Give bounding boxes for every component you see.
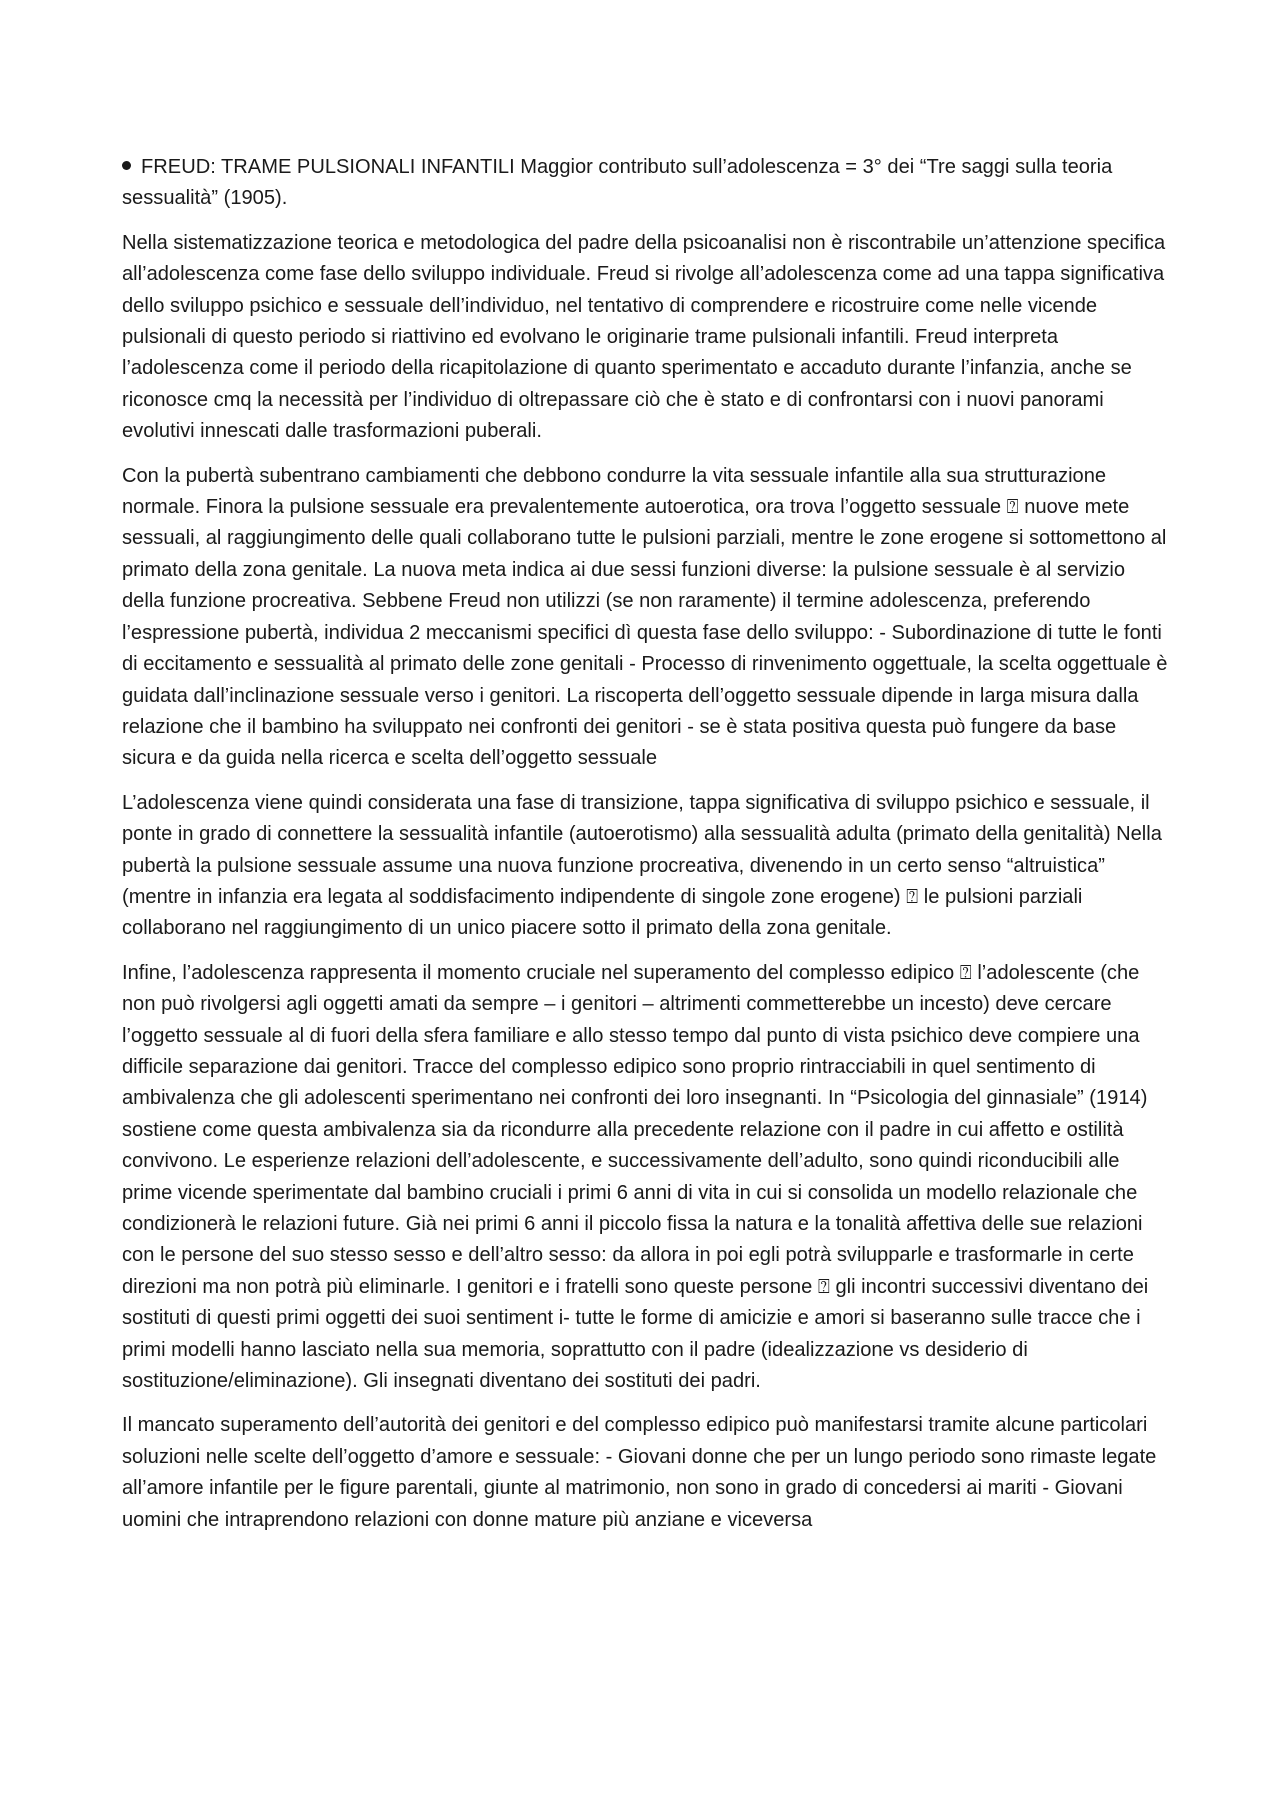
paragraph: Con la pubertà subentrano cambiamenti che debbono condurre la vita sessuale infantile alla sua strutturazione normale. Finora la pulsione sessuale era prevalentemente autoerotica, ora trova l’oggetto sessuale ⍰ nuove mete sessuali, al raggiungimento delle quali collaborano tutte le pulsioni parziali, mentre le zone erogene si sottomettono al primato della zona genitale. La nuova meta indica ai due sessi funzioni diverse: la pulsione sessuale è al servizio della funzione procreativa. Sebbene Freud non utilizzi (se non raramente) il termine adolescenza, preferendo l’espressione pubertà, individua 2 meccanismi specifici dì questa fase dello sviluppo: - Subordinazione di tutte le fonti di eccitamento e sessualità al primato delle zone genitali - Processo di rinvenimento oggettuale, la scelta oggettuale è guidata dall’inclinazione sessuale verso i genitori. La riscoperta dell’oggetto sessuale dipende in larga misura dalla relazione che il bambino ha sviluppato nei confronti dei genitori - se è stata positiva questa può fungere da base sicura e da guida nella ricerca e scelta dell’oggetto sessuale <box>122 464 1168 770</box>
paragraph: Infine, l’adolescenza rappresenta il momento cruciale nel superamento del complesso edipico ⍰ l’adolescente (che non può rivolgersi agli oggetti amati da sempre – i genitori – altrimenti commetterebbe un incesto) deve cercare l’oggetto sessuale al di fuori della sfera familiare e allo stesso tempo dal punto di vista psichico deve compiere una difficile separazione dai genitori. Tracce del complesso edipico sono proprio rintracciabili in quel sentimento di ambivalenza che gli adolescenti sperimentano nei confronti dei loro insegnanti. In “Psicologia del ginnasiale” (1914) sostiene come questa ambivalenza sia da ricondurre alla precedente relazione con il padre in cui affetto e ostilità convivono. Le esperienze relazioni dell’adolescente, e successivamente dell’adulto, sono quindi riconducibili alle prime vicende sperimentate dal bambino cruciali i primi 6 anni di vita in cui si consolida un modello relazionale che condizionerà le relazioni future. Già nei primi 6 anni il piccolo fissa la natura e la tonalità affettiva delle sue relazioni con le persone del suo stesso sesso e dell’altro sesso: da allora in poi egli potrà svilupparle e trasformarle in certe direzioni ma non potrà più eliminarle. I genitori e i fratelli sono queste persone ⍰ gli incontri successivi diventano dei sostituti di questi primi oggetti dei suoi sentiment i- tutte le forme di amicizie e amori si baseranno sulle tracce che i primi modelli hanno lasciato nella sua memoria, soprattutto con il padre (idealizzazione vs desiderio di sostituzione/eliminazione). Gli insegnati diventano dei sostituti dei padri. <box>122 961 1149 1393</box>
heading-paragraph <box>122 152 1172 215</box>
paragraph-text: FREUD: TRAME PULSIONALI INFANTILI Maggior contributo sull’adolescenza = 3° dei “Tre saggi sulla teoria sessualità” (1905). <box>122 156 1113 210</box>
paragraph: L’adolescenza viene quindi considerata una fase di transizione, tappa significativa di sviluppo psichico e sessuale, il ponte in grado di connettere la sessualità infantile (autoerotismo) alla sessualità adulta (primato della genitalità) Nella pubertà la pulsione sessuale assume una nuova funzione procreativa, divenendo in un certo senso “altruistica” (mentre in infanzia era legata al soddisfacimento indipendente di singole zone erogene) ⍰ le pulsioni parziali collaborano nel raggiungimento di un unico piacere sotto il primato della zona genitale. <box>122 791 1162 940</box>
document-page <box>122 152 1172 1549</box>
bullet-icon <box>122 152 141 183</box>
paragraph: Nella sistematizzazione teorica e metodologica del padre della psicoanalisi non è riscontrabile un’attenzione specifica all’adolescenza come fase dello sviluppo individuale. Freud si rivolge all’adolescenza come ad una tappa significativa dello sviluppo psichico e sessuale dell’individuo, nel tentativo di comprendere e ricostruire come nelle vicende pulsionali di questo periodo si riattivino ed evolvano le originarie trame pulsionali infantili. Freud interpreta l’adolescenza come il periodo della ricapitolazione di quanto sperimentato e accaduto durante l’infanzia, anche se riconosce cmq la necessità per l’individuo di oltrepassare ciò che è stato e di confrontarsi con i nuovi panorami evolutivi innescati dalle trasformazioni puberali. <box>122 231 1166 443</box>
paragraph: Il mancato superamento dell’autorità dei genitori e del complesso edipico può manifestarsi tramite alcune particolari soluzioni nelle scelte dell’oggetto d’amore e sessuale: - Giovani donne che per un lungo periodo sono rimaste legate all’amore infantile per le figure parentali, giunte al matrimonio, non sono in grado di concedersi ai mariti - Giovani uomini che intraprendono relazioni con donne mature più anziane e viceversa <box>122 1414 1157 1531</box>
